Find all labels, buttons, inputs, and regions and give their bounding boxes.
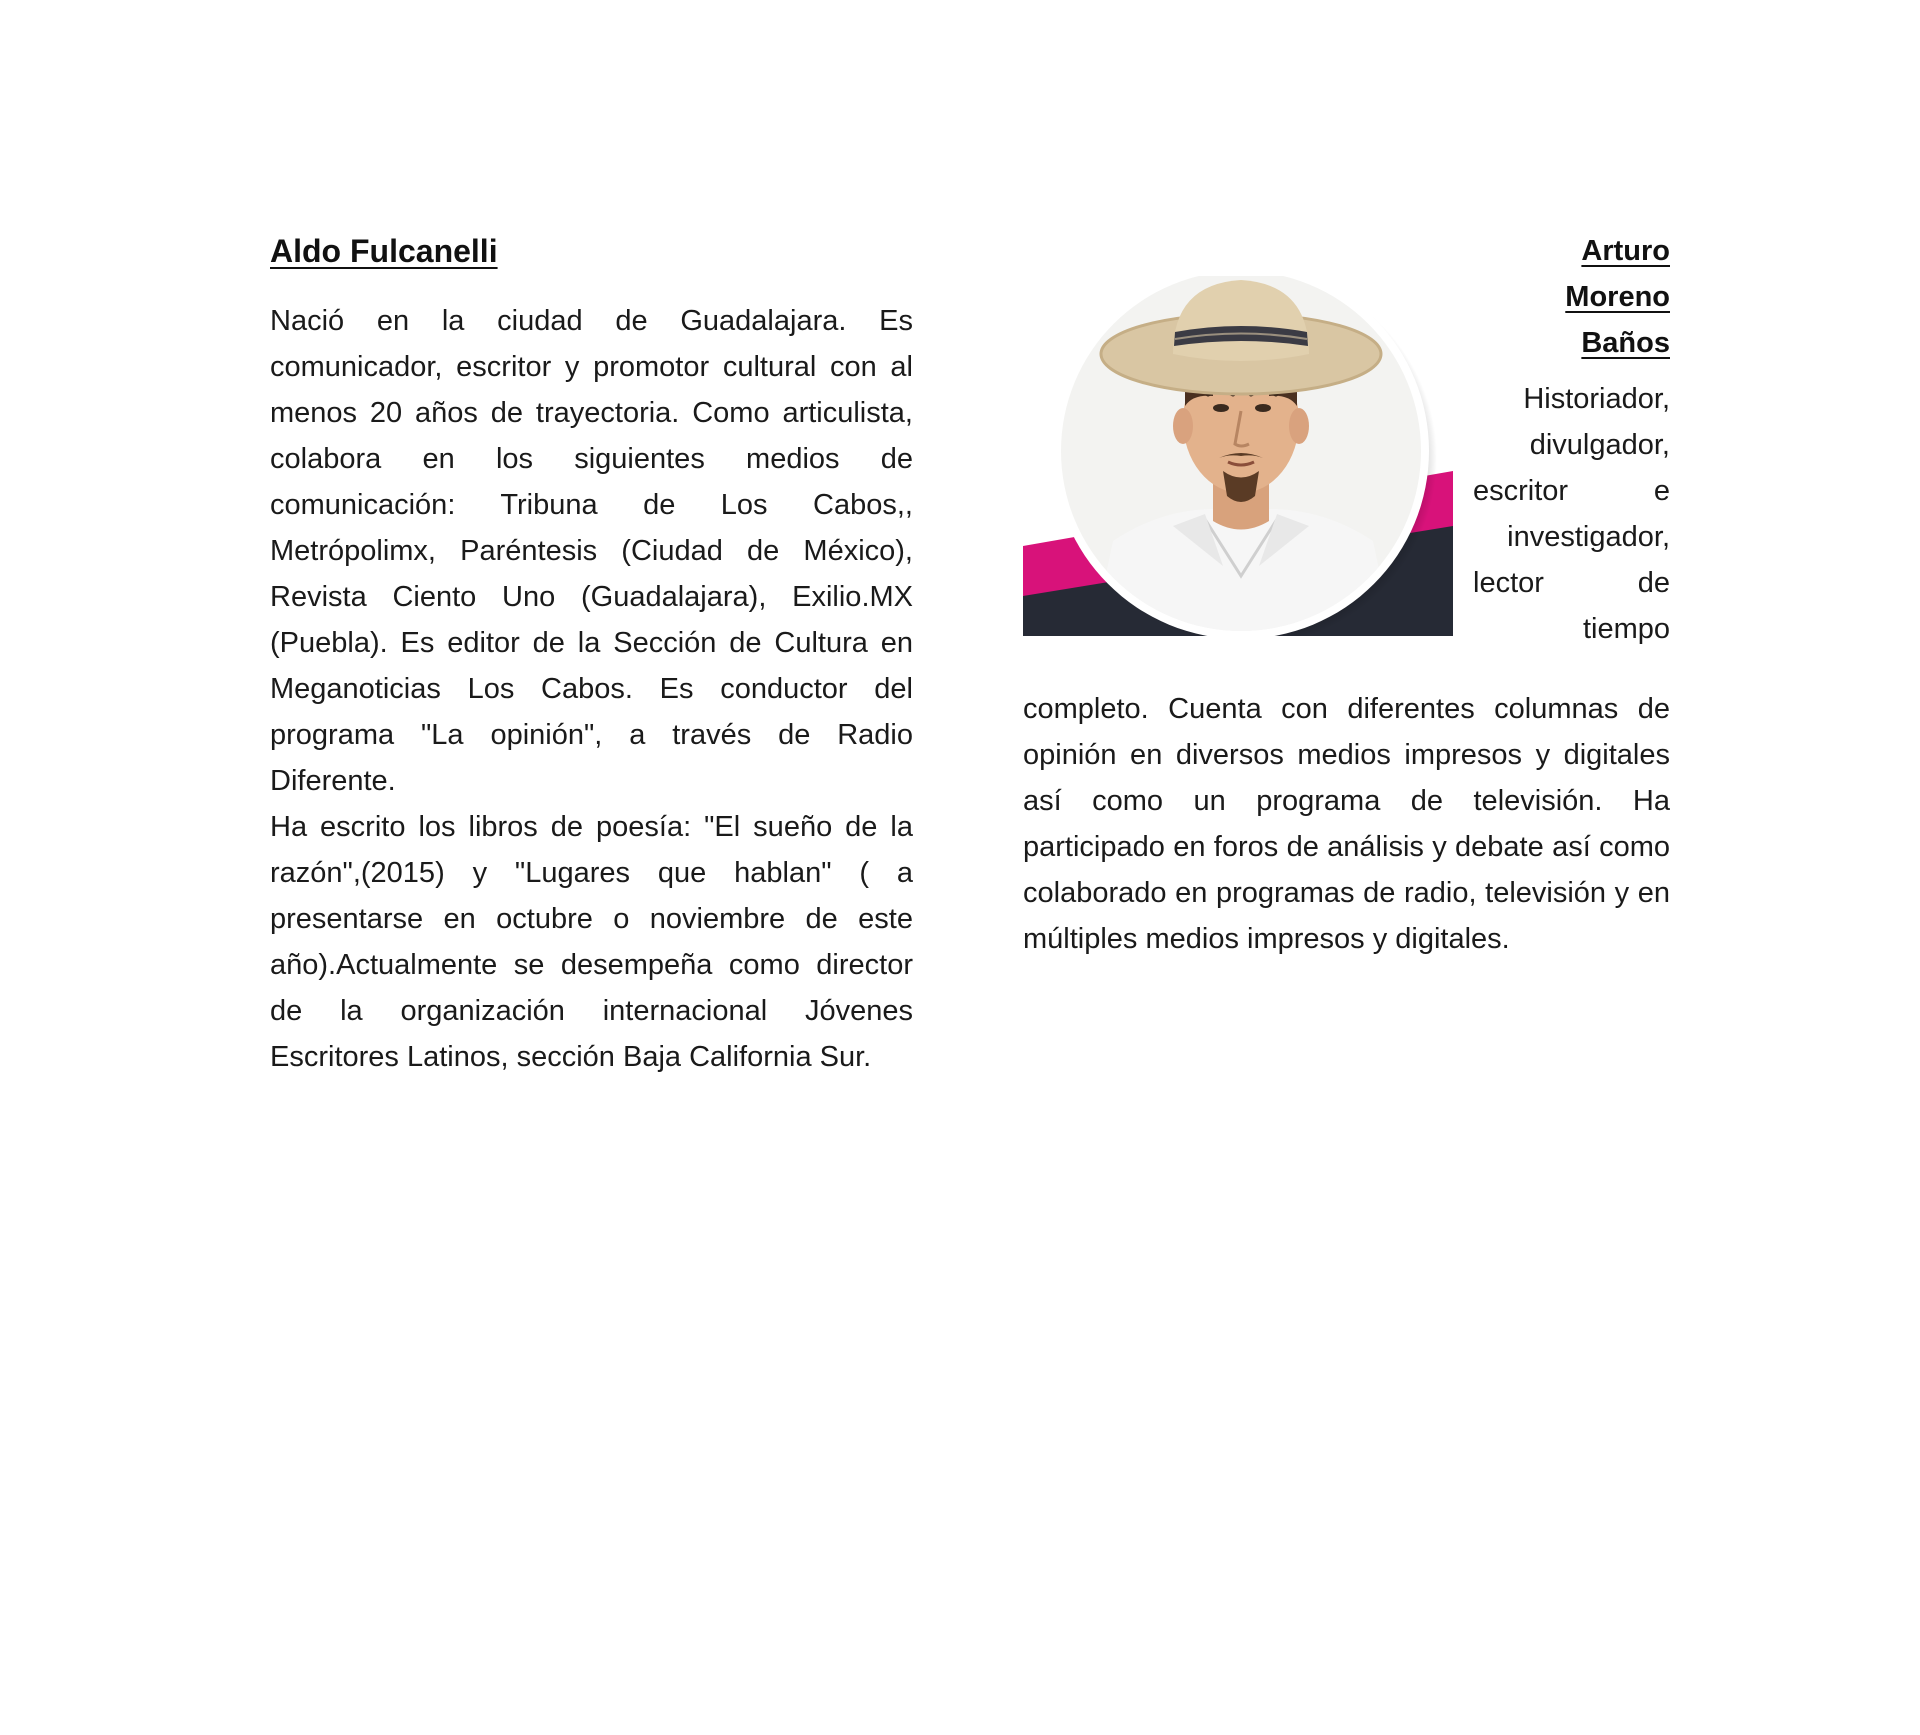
bio-paragraph: Nació en la ciudad de Guadalajara. Es comunicador, escritor y promotor cultural con al menos 20 años de trayectoria. Como articulista, colabora en los siguientes medios de comunicación: Tribuna de Los Cabos,, Metrópolimx, Paréntesis (Ciudad de México), Revista Ciento Uno (Guadalajara), Exilio.MX (Puebla). Es editor de la Sección de Cultura en Meganoticias Los Cabos. Es conductor del programa "La opinión", a través de Radio Diferente.	[270, 305, 913, 797]
text-line: lector de	[1473, 567, 1670, 599]
text-line: tiempo	[1582, 613, 1670, 645]
text-line: divulgador,	[1529, 429, 1670, 461]
right-bio-column	[1023, 228, 1670, 962]
bio-name-heading: Aldo Fulcanelli	[270, 233, 498, 269]
text-line: investigador,	[1507, 521, 1670, 553]
bio-paragraph: Ha escrito los libros de poesía: "El sueño de la razón",(2015) y "Lugares que hablan" ( a presentarse en octubre o noviembre de este año).Actualmente se desempeña como director de la organización internacional Jóvenes Escritores Latinos, sección Baja California Sur.	[270, 811, 913, 1073]
left-bio-column	[270, 228, 913, 1080]
name-line: Moreno	[1565, 281, 1670, 313]
bio-paragraph-start	[1473, 376, 1670, 652]
side-text-block	[1473, 228, 1670, 652]
bio-name-heading	[1473, 228, 1670, 366]
portrait-photo	[1023, 276, 1453, 636]
name-line: Baños	[1581, 327, 1670, 359]
bio-paragraph: completo. Cuenta con diferentes columnas de opinión en diversos medios impresos y digitales así como un programa de televisión. Ha participado en foros de análisis y debate así como colaborado en programas de radio, televisión y en múltiples medios impresos y digitales.	[1023, 693, 1670, 955]
text-line: Historiador,	[1523, 383, 1670, 415]
bio-header-block	[1023, 228, 1670, 686]
text-line: escritor e	[1473, 475, 1670, 507]
portrait-man-with-hat-icon	[1023, 276, 1453, 636]
name-line: Arturo	[1581, 235, 1670, 267]
